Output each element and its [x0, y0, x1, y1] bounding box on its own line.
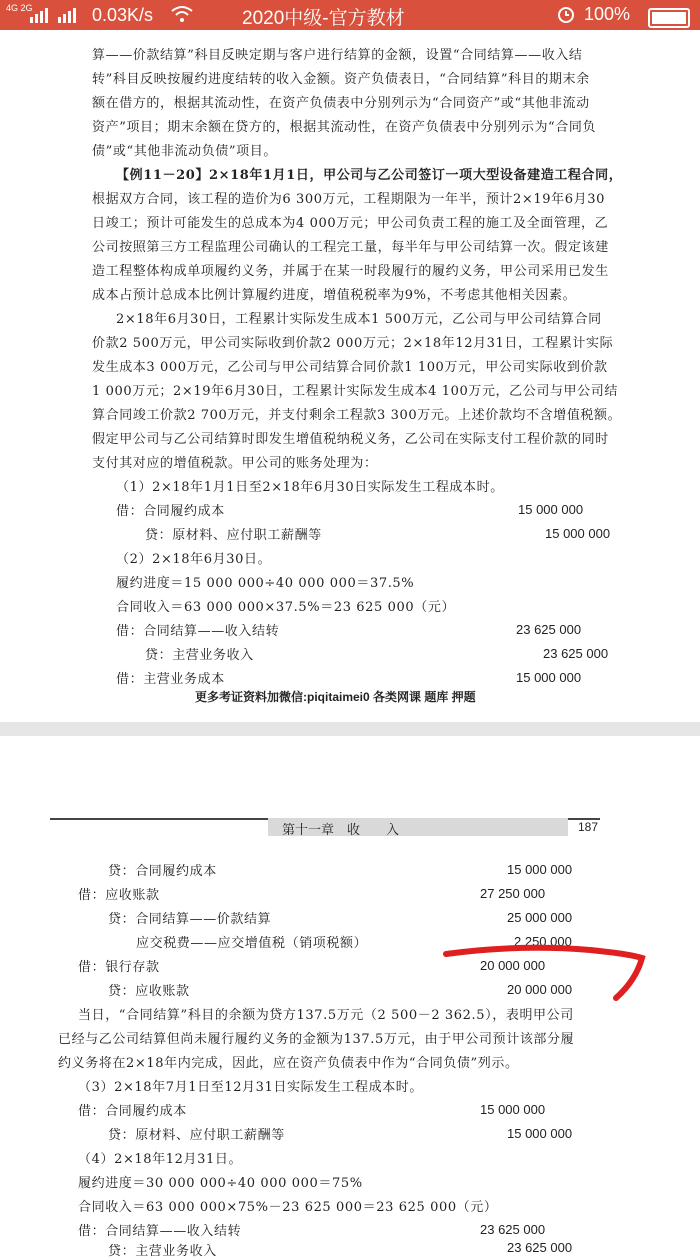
journal-credit: 贷：原材料、应付职工薪酬等: [145, 528, 322, 543]
debit-amount: 15 000 000: [516, 670, 582, 685]
text-line: 造工程整体构成单项履约义务，并属于在某一时段履行的履约义务，甲公司采用已发生: [92, 264, 609, 279]
text-line: 支付其对应的增值税款。甲公司的账务处理为：: [92, 456, 378, 471]
example-heading: 【例11－20】2×18年1月1日，甲公司与乙公司签订一项大型设备建造工程合同，: [116, 168, 623, 183]
journal-debit: 借：合同履约成本: [116, 504, 225, 519]
journal-credit: 贷：主营业务收入: [108, 1244, 217, 1259]
debit-amount: 15 000 000: [518, 502, 584, 517]
journal-debit: 借：合同结算——收入结转: [116, 624, 280, 639]
signal-bars-icon: [30, 7, 86, 28]
journal-debit: 借：主营业务成本: [116, 672, 225, 687]
credit-amount: 20 000 000: [507, 982, 573, 997]
journal-debit: 借：银行存款: [78, 960, 160, 975]
text-line: 价款2 500万元，甲公司实际收到价款2 000万元；2×18年12月31日，工程累计实际: [92, 336, 614, 351]
status-bar: [0, 0, 700, 30]
text-line: 履约进度＝15 000 000÷40 000 000＝37.5%: [116, 576, 415, 591]
book-page-2: [0, 736, 700, 1259]
credit-amount: 15 000 000: [507, 1126, 573, 1141]
journal-credit: 贷：主营业务收入: [145, 648, 254, 663]
text-line: 算——价款结算”科目反映定期与客户进行结算的金额，设置“合同结算——收入结: [92, 48, 583, 63]
page-separator: [0, 722, 700, 736]
text-line: 算合同竣工价款2 700万元，并支付剩余工程款3 300万元。上述价款均不含增值税额。: [92, 408, 622, 423]
text-line: （2）2×18年6月30日。: [116, 552, 272, 567]
credit-amount: 15 000 000: [545, 526, 611, 541]
debit-amount: 20 000 000: [480, 958, 546, 973]
credit-amount: 2 250 000: [514, 934, 572, 949]
journal-credit: 应交税费——应交增值税（销项税额）: [136, 936, 368, 951]
text-line: （4）2×18年12月31日。: [78, 1152, 243, 1167]
text-line: 根据双方合同，该工程的造价为6 300万元，工程期限为一年半，预计2×19年6月30: [92, 192, 605, 207]
text-line: 成本占预计总成本比例计算履约进度，增值税税率为9%，不考虑其他相关因素。: [92, 288, 577, 303]
journal-debit: 借：合同结算——收入结转: [78, 1224, 242, 1239]
book-page-1: [0, 30, 700, 722]
credit-amount: 23 625 000: [507, 1240, 573, 1255]
network-speed: 0.03K/s: [92, 5, 154, 25]
text-line: 约义务将在2×18年内完成，因此，应在资产负债表中作为“合同负债”列示。: [58, 1056, 519, 1071]
credit-amount: 15 000 000: [507, 862, 573, 877]
text-line: 债”或“其他非流动负债”项目。: [92, 144, 277, 159]
text-line: （3）2×18年7月1日至12月31日实际发生工程成本时。: [78, 1080, 424, 1095]
chapter-title: 第十一章 收 入: [282, 823, 400, 838]
text-line: 合同收入＝63 000 000×75%－23 625 000＝23 625 000（元）: [78, 1200, 498, 1215]
journal-credit: 贷：合同履约成本: [108, 864, 217, 879]
debit-amount: 23 625 000: [516, 622, 582, 637]
credit-amount: 23 625 000: [543, 646, 609, 661]
text-line: 公司按照第三方工程监理公司确认的工程完工量，每半年与甲公司结算一次。假定该建: [92, 240, 609, 255]
journal-credit: 贷：合同结算——价款结算: [108, 912, 272, 927]
text-line: 日竣工；预计可能发生的总成本为4 000万元；甲公司负责工程的施工及全面管理，乙: [92, 216, 609, 231]
text-line: 假定甲公司与乙公司结算时即发生增值税纳税义务，乙公司在实际支付工程价款的同时: [92, 432, 609, 447]
chapter-header: [268, 818, 568, 836]
text-line: 转”科目反映按履约进度结转的收入金额。资产负债表日，“合同结算”科目的期末余: [92, 72, 590, 87]
text-line: 发生成本3 000万元，乙公司与甲公司结算合同价款1 100万元，甲公司实际收到价款: [92, 360, 608, 375]
alarm-clock-icon: [556, 4, 576, 29]
text-line: 已经与乙公司结算但尚未履行履约义务的金额为137.5万元，由于甲公司预计该部分履: [58, 1032, 575, 1047]
journal-credit: 贷：应收账款: [108, 984, 190, 999]
app-title: 2020中级-官方教材: [242, 8, 405, 29]
credit-amount: 25 000 000: [507, 910, 573, 925]
text-line: 资产”项目；期末余额在贷方的，根据其流动性，在资产负债表中分别列示为“合同负: [92, 120, 597, 135]
text-line: 2×18年6月30日，工程累计实际发生成本1 500万元，乙公司与甲公司结算合同: [116, 312, 602, 327]
journal-debit: 借：合同履约成本: [78, 1104, 187, 1119]
debit-amount: 15 000 000: [480, 1102, 546, 1117]
journal-credit: 贷：原材料、应付职工薪酬等: [108, 1128, 285, 1143]
debit-amount: 23 625 000: [480, 1222, 546, 1237]
text-line: 当日，“合同结算”科目的余额为贷方137.5万元（2 500－2 362.5），表明甲公司: [78, 1008, 574, 1023]
text-line: 1 000万元；2×19年6月30日，工程累计实际发生成本4 100万元，乙公司与甲公司结: [92, 384, 618, 399]
wifi-icon: [170, 4, 194, 29]
signal-type-label: 4G 2G: [6, 3, 33, 13]
battery-icon: [648, 8, 690, 28]
text-line: 合同收入＝63 000 000×37.5%＝23 625 000（元）: [116, 600, 456, 615]
text-line: （1）2×18年1月1日至2×18年6月30日实际发生工程成本时。: [116, 480, 504, 495]
page-number: 187: [578, 820, 599, 834]
text-line: 额在借方的，根据其流动性，在资产负债表中分别列示为“合同资产”或“其他非流动: [92, 96, 590, 111]
red-annotation-mark: [440, 940, 650, 1010]
text-line: 履约进度＝30 000 000÷40 000 000＝75%: [78, 1176, 363, 1191]
debit-amount: 27 250 000: [480, 886, 546, 901]
battery-level: 100%: [584, 4, 631, 24]
journal-debit: 借：应收账款: [78, 888, 160, 903]
footer-note: 更多考证资料加微信:piqitaimei0 各类网课 题库 押题: [195, 690, 476, 704]
